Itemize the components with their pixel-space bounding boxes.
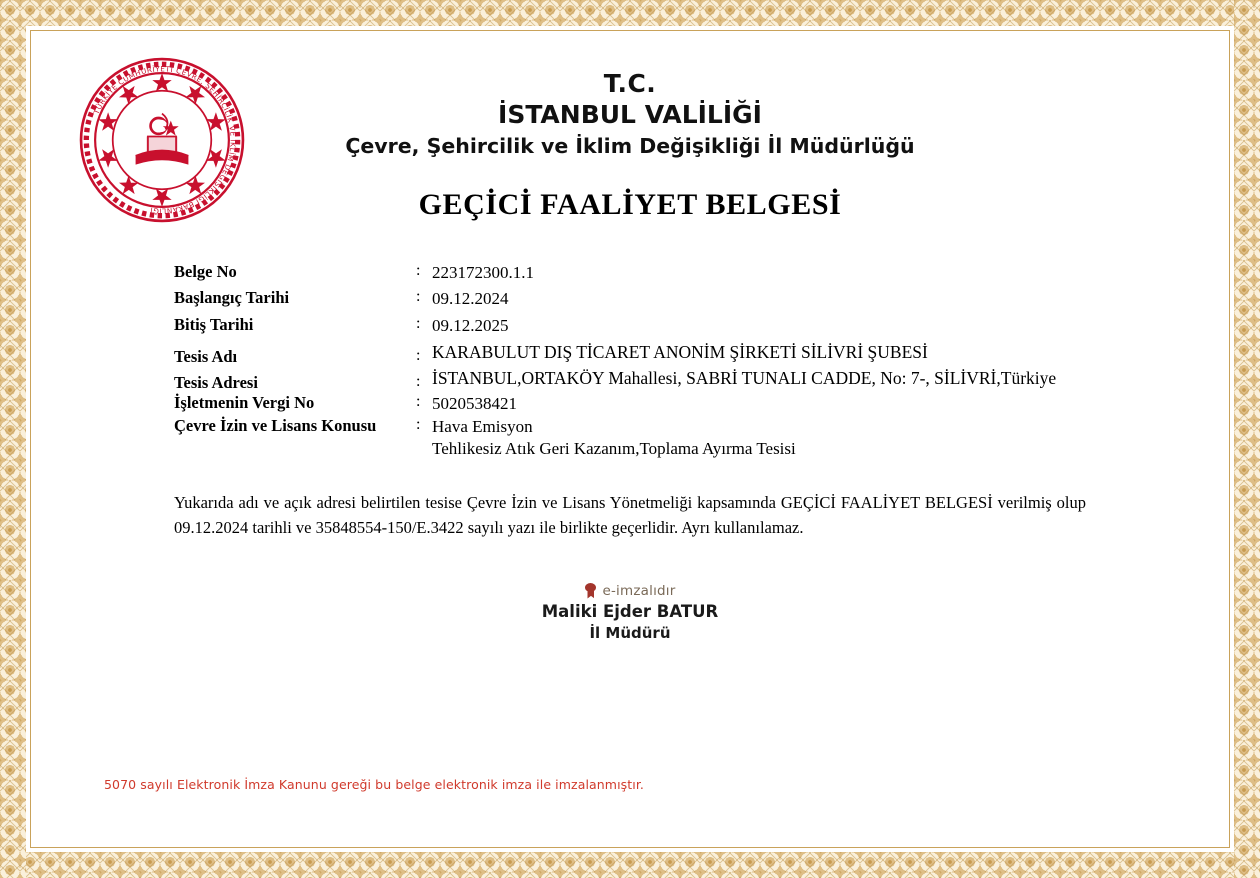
field-label: Tesis Adı bbox=[174, 347, 238, 367]
signer-name: Maliki Ejder BATUR bbox=[541, 601, 719, 621]
field-separator: : bbox=[416, 373, 421, 391]
field-label: Tesis Adresi bbox=[174, 373, 258, 393]
field-row-tesis-adi bbox=[174, 341, 1194, 367]
field-separator: : bbox=[416, 288, 421, 306]
field-label: Bitiş Tarihi bbox=[174, 314, 254, 334]
border-band-bottom bbox=[0, 852, 1260, 878]
field-label: Belge No bbox=[174, 261, 237, 281]
border-band-left bbox=[0, 0, 26, 878]
header-line-governorship: İSTANBUL VALİLİĞİ bbox=[498, 100, 762, 129]
field-row-cevre-izin-lisans-konusu bbox=[174, 416, 1194, 461]
field-value: İSTANBUL,ORTAKÖY Mahallesi, SABRİ TUNALI CADDE, No: 7-, SİLİVRİ,Türkiye bbox=[432, 368, 1057, 389]
field-value: KARABULUT DIŞ TİCARET ANONİM ŞİRKETİ SİLİVRİ ŞUBESİ bbox=[432, 342, 928, 363]
field-value: 09.12.2025 bbox=[432, 315, 509, 335]
e-signature-label: e-imzalıdır bbox=[602, 582, 676, 599]
page-title: GEÇİCİ FAALİYET BELGESİ bbox=[418, 187, 842, 221]
field-label: Başlangıç Tarihi bbox=[174, 288, 290, 308]
ministry-emblem bbox=[74, 52, 250, 228]
header-line-tc: T.C. bbox=[603, 69, 657, 98]
field-value: 5020538421 bbox=[432, 394, 517, 414]
field-row-tesis-adresi bbox=[174, 367, 1194, 393]
e-signature-note bbox=[542, 583, 718, 599]
field-label: Çevre İzin ve Lisans Konusu bbox=[174, 415, 377, 435]
border-band-right bbox=[1234, 0, 1260, 878]
header-line-directorate: Çevre, Şehircilik ve İklim Değişikliği İl Müdürlüğü bbox=[345, 134, 915, 158]
certificate-statement: Yukarıda adı ve açık adresi belirtilen tesise Çevre İzin ve Lisans Yönetmeliği kapsamında GEÇİCİ FAALİYET BELGESİ verilmiş olup 09.12.2024 tarihli ve 35848554-150/E.3422 sayılı yazı ile birlikte geçerlidir. Ayrı kullanılamaz. bbox=[174, 493, 1086, 538]
field-value-multiline bbox=[432, 416, 1194, 461]
field-separator: : bbox=[416, 415, 421, 433]
field-label: İşletmenin Vergi No bbox=[174, 393, 315, 413]
field-separator: : bbox=[416, 393, 421, 411]
signature-block bbox=[70, 583, 1190, 644]
border-band-top bbox=[0, 0, 1260, 26]
signer-title: İl Müdürü bbox=[589, 623, 671, 642]
field-row-bitis-tarihi bbox=[174, 315, 1194, 341]
field-value-line-2: Tehlikesiz Atık Geri Kazanım,Toplama Ayırma Tesisi bbox=[432, 438, 796, 458]
field-row-vergi-no bbox=[174, 393, 1194, 415]
certificate-fields bbox=[174, 262, 1194, 461]
document-content bbox=[34, 34, 1226, 844]
field-value-line-1: Hava Emisyon bbox=[432, 416, 533, 436]
electronic-signature-footer: 5070 sayılı Elektronik İmza Kanunu gereği bu belge elektronik imza ile imzalanmıştır. bbox=[104, 777, 645, 792]
signature-inner bbox=[542, 583, 718, 644]
seal-icon bbox=[584, 583, 597, 599]
field-row-baslangic-tarihi bbox=[174, 288, 1194, 314]
field-separator: : bbox=[416, 261, 421, 279]
field-separator: : bbox=[416, 314, 421, 332]
field-separator: : bbox=[416, 347, 421, 365]
field-value: 09.12.2024 bbox=[432, 289, 509, 309]
field-row-belge-no bbox=[174, 262, 1194, 288]
svg-text:TÜRKİYE CUMHURİYETİ ÇEVRE, ŞEH: TÜRKİYE CUMHURİYETİ ÇEVRE, ŞEHİRCİLİK VE İKLİM DEĞİŞİKLİĞİ BAKANLIĞI bbox=[91, 64, 238, 216]
field-value: 223172300.1.1 bbox=[432, 262, 534, 282]
